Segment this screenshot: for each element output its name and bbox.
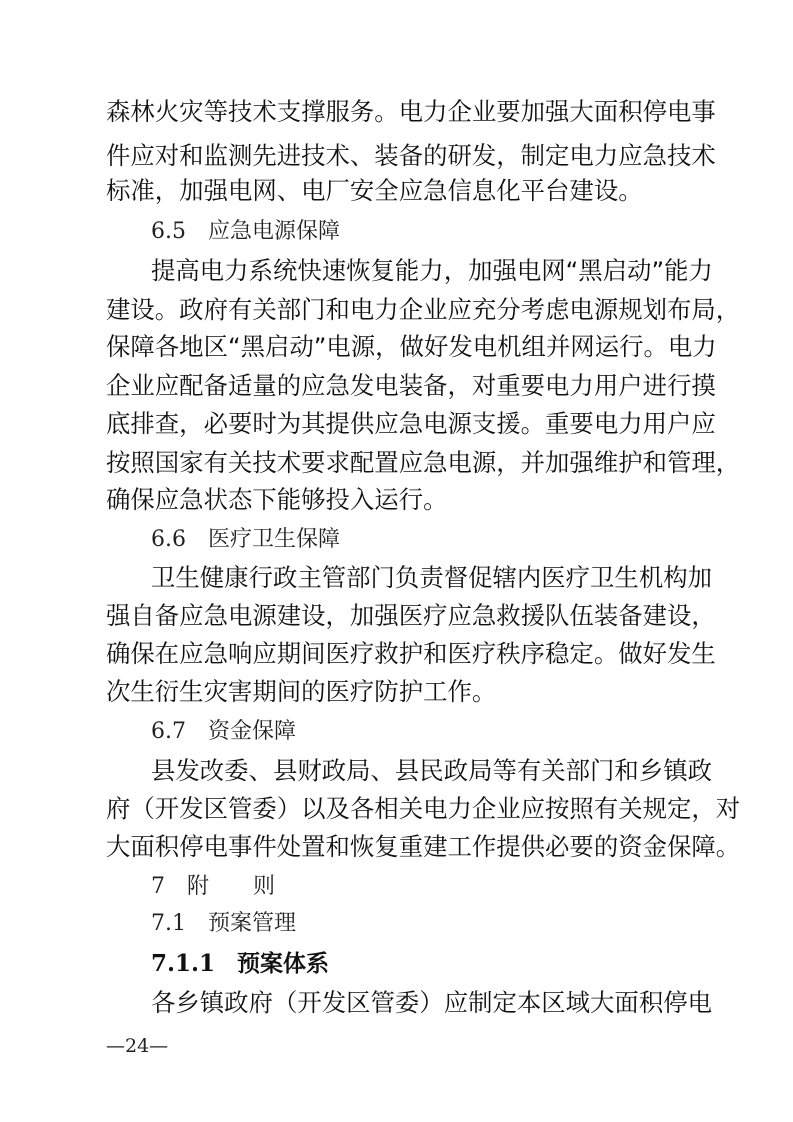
- section-number: 6.6: [151, 527, 186, 552]
- section-number: 7.1: [151, 911, 186, 936]
- section-heading-6-5: [151, 216, 340, 248]
- section-title: 应急电源保障: [208, 219, 341, 244]
- section-number: 6.5: [151, 219, 186, 244]
- section-heading-7-1: [151, 908, 296, 940]
- paragraph-line: 各乡镇政府（开发区管委）应制定本区域大面积停电: [151, 988, 712, 1017]
- paragraph-line: 县发改委、县财政局、县民政局等有关部门和乡镇政: [151, 756, 712, 785]
- section-title: 资金保障: [208, 719, 297, 744]
- page-number: —24—: [106, 1035, 169, 1057]
- section-title: 预案体系: [237, 951, 330, 977]
- section-heading-6-6: [151, 524, 340, 556]
- paragraph-line: 强自备应急电源建设，加强医疗应急救援队伍装备建设，: [106, 601, 716, 630]
- section-title: 附 则: [187, 874, 276, 899]
- paragraph-line: 确保在应急响应期间医疗救护和医疗秩序稳定。做好发生: [106, 639, 716, 668]
- paragraph-line: 按照国家有关技术要求配置应急电源，并加强维护和管理，: [106, 448, 741, 477]
- paragraph-line: 保障各地区“黑启动”电源，做好发电机组并网运行。电力: [106, 332, 717, 361]
- paragraph-line: 大面积停电事件处置和恢复重建工作提供必要的资金保障。: [106, 832, 741, 861]
- section-heading-6-7: [151, 716, 296, 748]
- paragraph-line: 件应对和监测先进技术、装备的研发，制定电力应急技术: [106, 141, 716, 170]
- paragraph-line: 确保应急状态下能够投入运行。: [106, 485, 448, 514]
- section-title: 医疗卫生保障: [208, 527, 341, 552]
- section-number: 7.1.1: [151, 950, 216, 977]
- paragraph-line: 森林火灾等技术支撑服务。电力企业要加强大面积停电事: [106, 97, 716, 126]
- paragraph-line: 企业应配备适量的应急发电装备，对重要电力用户进行摸: [106, 371, 716, 400]
- paragraph-line: 卫生健康行政主管部门负责督促辖内医疗卫生机构加: [151, 563, 712, 592]
- section-heading-7: [151, 871, 275, 903]
- paragraph-line: 提高电力系统快速恢复能力，加强电网“黑启动”能力: [151, 256, 713, 285]
- section-title: 预案管理: [208, 911, 297, 936]
- paragraph-line: 次生衍生灾害期间的医疗防护工作。: [106, 677, 497, 706]
- paragraph-line: 府（开发区管委）以及各相关电力企业应按照有关规定，对: [106, 794, 741, 823]
- paragraph-line: 底排查，必要时为其提供应急电源支援。重要电力用户应: [106, 409, 716, 438]
- section-number: 7: [151, 874, 165, 899]
- paragraph-line: 建设。政府有关部门和电力企业应充分考虑电源规划布局，: [106, 295, 741, 324]
- section-heading-7-1-1: [151, 948, 329, 980]
- paragraph-line: 标准，加强电网、电厂安全应急信息化平台建设。: [106, 176, 643, 205]
- section-number: 6.7: [151, 719, 186, 744]
